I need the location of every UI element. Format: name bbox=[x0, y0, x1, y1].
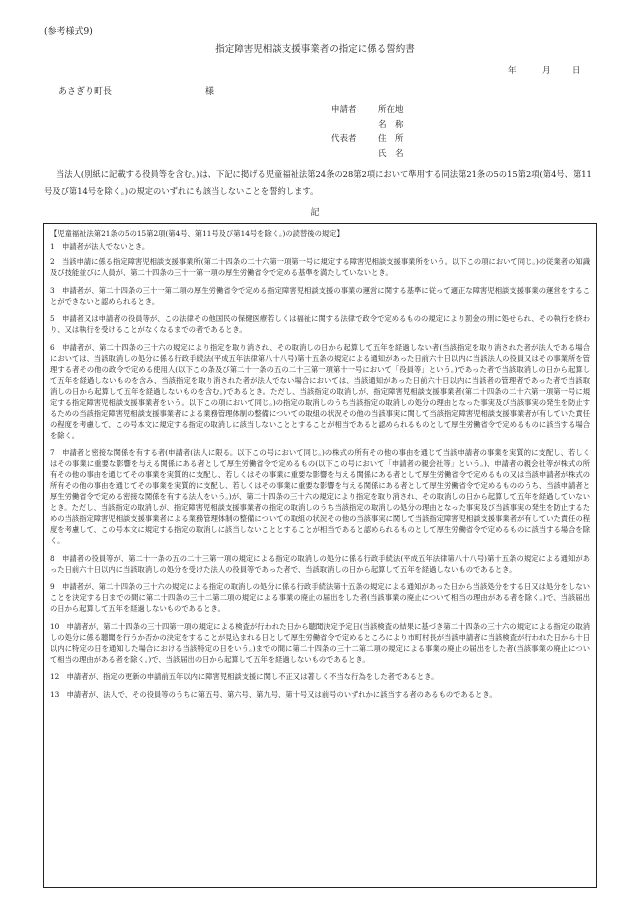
provision-item: 9 申請者が、第二十四条の三十六の規定による指定の取消しの処分に係る行政手続法第十五条の規定による通知があった日から当該処分をする日又は処分をしないことを決定する日までの間に第二十四条の三十二第二項の規定による事業の廃止の届出をした者(当該事業の廃止について相当の理由がある者を除く。)で、当該届出の日から起算して五年を経過しないものであるとき。 bbox=[50, 582, 590, 613]
addressee: あさぎり町長 bbox=[58, 87, 113, 97]
provision-item: 12 申請者が、指定の更新の申請前五年以内に障害児相談支援に関し不正又は著しく不当な行為をした者であるとき。 bbox=[50, 672, 439, 681]
provision-item: 13 申請者が、法人で、その役員等のうちに第五号、第六号、第九号、第十号又は前号のいずれかに該当する者のあるものであるとき。 bbox=[50, 689, 497, 699]
provision-item: 3 申請者が、第二十四条の三十一第二項の厚生労働省令で定める指定障害児相談支援の事業の運営に関する基準に従って適正な障害児相談支援事業の運営をすることができないと認められるとき。 bbox=[50, 285, 590, 306]
provisions-content bbox=[50, 228, 590, 706]
provisions-box bbox=[43, 223, 597, 888]
provision-item: 5 申請者又は申請者の役員等が、この法律その他国民の保健医療若しくは福祉に関する法律で政令で定めるものの規定により罰金の刑に処せられ、その執行を終わり、又は執行を受けることがなくなるまでの者であるとき。 bbox=[50, 314, 590, 334]
honorific: 様 bbox=[205, 87, 215, 97]
ki-heading: 記 bbox=[310, 208, 320, 218]
representative-address-label: 住 所 bbox=[378, 134, 404, 144]
applicant-role-label: 申請者 bbox=[331, 105, 357, 115]
representative-role-label: 代表者 bbox=[331, 134, 357, 144]
provision-item: 7 申請者と密接な関係を有する者(申請者(法人に限る。以下この号において同じ。)の株式の所有その他の事由を通じて当該申請者の事業を実質的に支配し、若しくはその事業に重要な影響を与える関係にある者として厚生労働省令で定めるもの(以下この号において「申請者の親会社等」という。)、申請者の親会社等が株式の所有その他の事由を通じてその事業を実質的に支配し、若しくはその事業に重要な影響を与える関係にある者として厚生労働省令で定めるもの又は当該申請者が株式の所有その他の事由を通じてその事業を実質的に支配し、若しくはその事業に重要な影響を与える関係にある者として厚生労働省令で定めるもののうち、当該申請者と厚生労働省令で定める密接な関係を有する法人をいう。)が、第二十四条の三十六の規定により指定を取り消され、その取消しの日から起算して五年を経過していないとき。ただし、当該指定の取消しが、指定障害児相談支援事業者の指定の取消しのうち当該指定の取消しの処分の理由となった事実及び当該事実の発生を防止するための当該指定障害児相談支援事業者による業務管理体制の整備についての取組の状況その他の当該事実に関して当該指定障害児相談支援事業者が有していた責任の程度を考慮して、この号本文に規定する指定の取消しに該当しないこととすることが相当であると認められるものとして厚生労働省令で定めるものに該当する場合を除く。 bbox=[50, 448, 590, 545]
provision-item: 1 申請者が法人でないとき。 bbox=[50, 242, 150, 251]
provisions-heading: 【児童福祉法第21条の5の15第2項(第4号、第11号及び第14号を除く。)の読替後の規定】 bbox=[50, 229, 344, 238]
representative-name-label: 氏 名 bbox=[378, 149, 404, 159]
date-day: 日 bbox=[572, 66, 581, 76]
date-year: 年 bbox=[508, 66, 517, 76]
applicant-address-label: 所在地 bbox=[378, 105, 404, 115]
applicant-name-label: 名 称 bbox=[378, 120, 404, 130]
provision-item: 6 申請者が、第二十四条の三十六の規定により指定を取り消され、その取消しの日から起算して五年を経過しない者(当該指定を取り消された者が法人である場合においては、当該取消しの処分に係る行政手続法(平成五年法律第八十八号)第十五条の規定による通知があった日前六十日以内に当該法人の役員又はその事業所を管理する者その他の政令で定める使用人(以下この条及び第二十一条の五の二十三第一項第十一号において「役員等」という。)であった者で当該取消しの日から起算して五年を経過しないものを含み、当該指定を取り消された者が法人でない場合においては、当該通知があった日前六十日以内に当該者の管理者であった者で当該取消しの日から起算して五年を経過しないものを含む。)であるとき。ただし、当該指定の取消しが、指定障害児相談支援事業者(第二十四条の二十六第一項第一号に規定する指定障害児相談支援事業者をいう。以下この項において同じ。)の指定の取消しのうち当該指定の取消しの処分の理由となった事実及び当該事実の発生を防止するための当該指定障害児相談支援事業者による業務管理体制の整備についての取組の状況その他の当該事実に関して当該指定障害児相談支援事業者が有していた責任の程度を考慮して、この号本文に規定する指定の取消しに該当しないこととすることが相当であると認められるものとして厚生労働省令で定めるものに該当する場合を除く。 bbox=[50, 342, 590, 440]
form-label: (参考様式9) bbox=[44, 27, 93, 37]
pledge-statement bbox=[44, 166, 600, 200]
provision-item: 2 当該申請に係る指定障害児相談支援事業所(第二十四条の二十六第一項第一号に規定する障害児相談支援事業所をいう。以下この項において同じ。)の従業者の知識及び技能並びに人員が、第二十四条の三十一第一項の厚生労働省令で定める基準を満たしていないとき。 bbox=[50, 257, 590, 277]
date-line bbox=[508, 64, 581, 76]
pledge-text: 当法人(別紙に記載する役員等を含む。)は、下記に掲げる児童福祉法第24条の28第2項において準用する同法第21条の5の15第2項(第4号、第11号及び第14号を除く。)の規定のいずれにも該当しないことを誓約します。 bbox=[44, 169, 592, 196]
provision-item: 8 申請者の役員等が、第二十一条の五の二十三第一項の規定による指定の取消しの処分に係る行政手続法(平成五年法律第八十八号)第十五条の規定による通知があった日前六十日以内に当該取消しの処分を受けた法人の役員等であった者で、当該取消しの日から起算して五年を経過しないものであるとき。 bbox=[50, 553, 590, 574]
date-month: 月 bbox=[542, 66, 551, 76]
document-title: 指定障害児相談支援事業者の指定に係る誓約書 bbox=[215, 44, 415, 55]
provision-item: 10 申請者が、第二十四条の三十四第一項の規定による検査が行われた日から聴聞決定予定日(当該検査の結果に基づき第二十四条の三十六の規定による指定の取消しの処分に係る聴聞を行うか否かの決定をすることが見込まれる日として厚生労働省令で定めるところにより市町村長が当該申請者に当該検査が行われた日から十日以内に特定の日を通知した場合における当該特定の日をいう。)までの間に第二十四条の三十二第二項の規定による事業の廃止の届出をした者(当該事業の廃止について相当の理由がある者を除く。)で、当該届出の日から起算して五年を経過しないものであるとき。 bbox=[50, 621, 590, 664]
